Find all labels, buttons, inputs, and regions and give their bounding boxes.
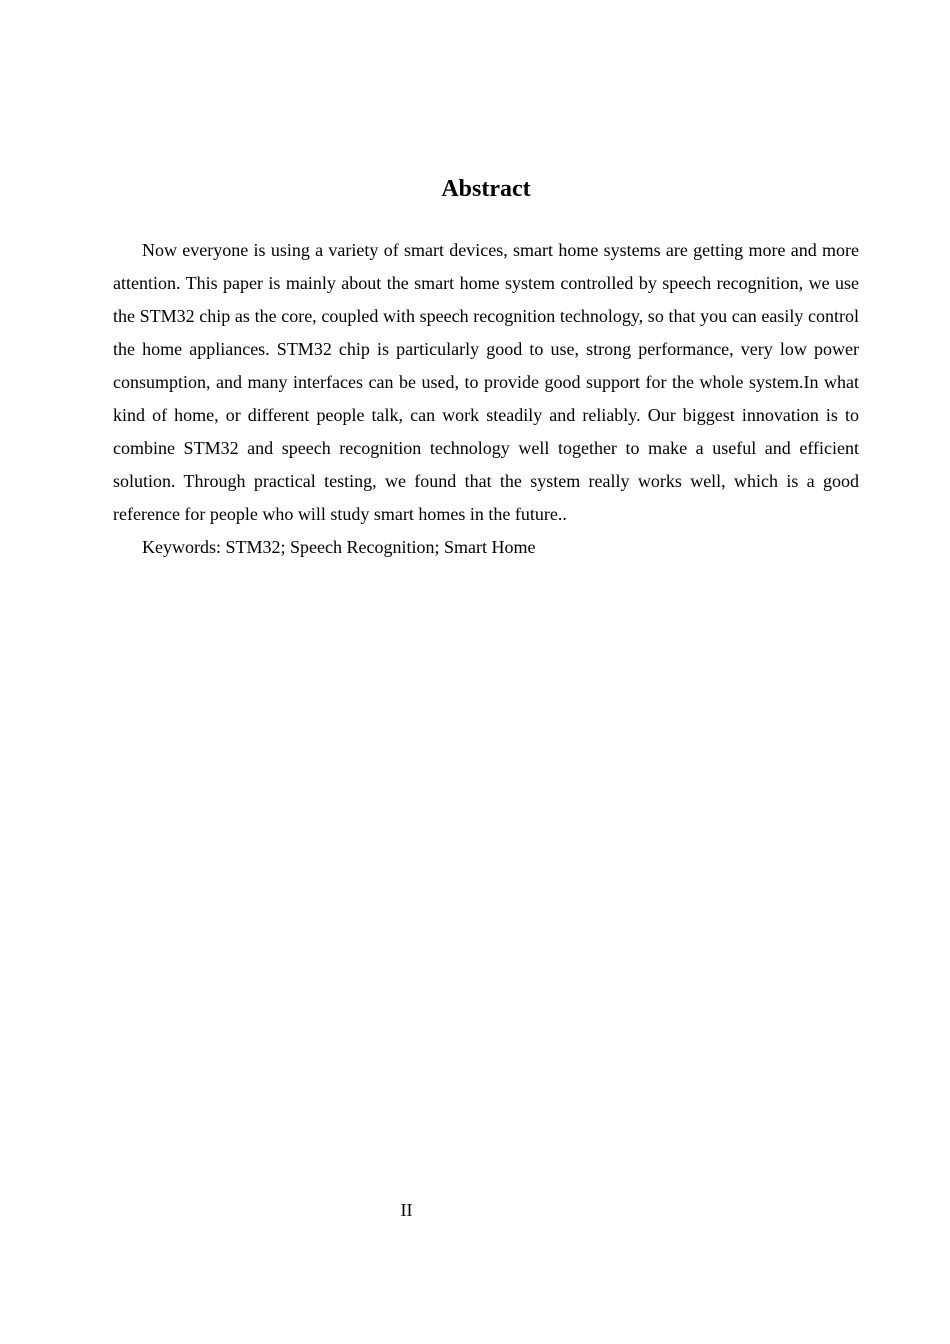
abstract-body [113,234,859,564]
keywords-line: Keywords: STM32; Speech Recognition; Smart Home [142,537,536,557]
abstract-paragraph: Now everyone is using a variety of smart devices, smart home systems are getting more and more attention. This paper is mainly about the smart home system controlled by speech recognition, we use the STM32 chip as the core, coupled with speech recognition technology, so that you can easily control the home appliances. STM32 chip is particularly good to use, strong performance, very low power consumption, and many interfaces can be used, to provide good support for the whole system.In what kind of home, or different people talk, can work steadily and reliably. Our biggest innovation is to combine STM32 and speech recognition technology well together to make a useful and efficient solution. Through practical testing, we found that the system really works well, which is a good reference for people who will study smart homes in the future.. [113,240,859,524]
page-number: II [400,1200,413,1220]
abstract-title: Abstract [441,176,531,202]
